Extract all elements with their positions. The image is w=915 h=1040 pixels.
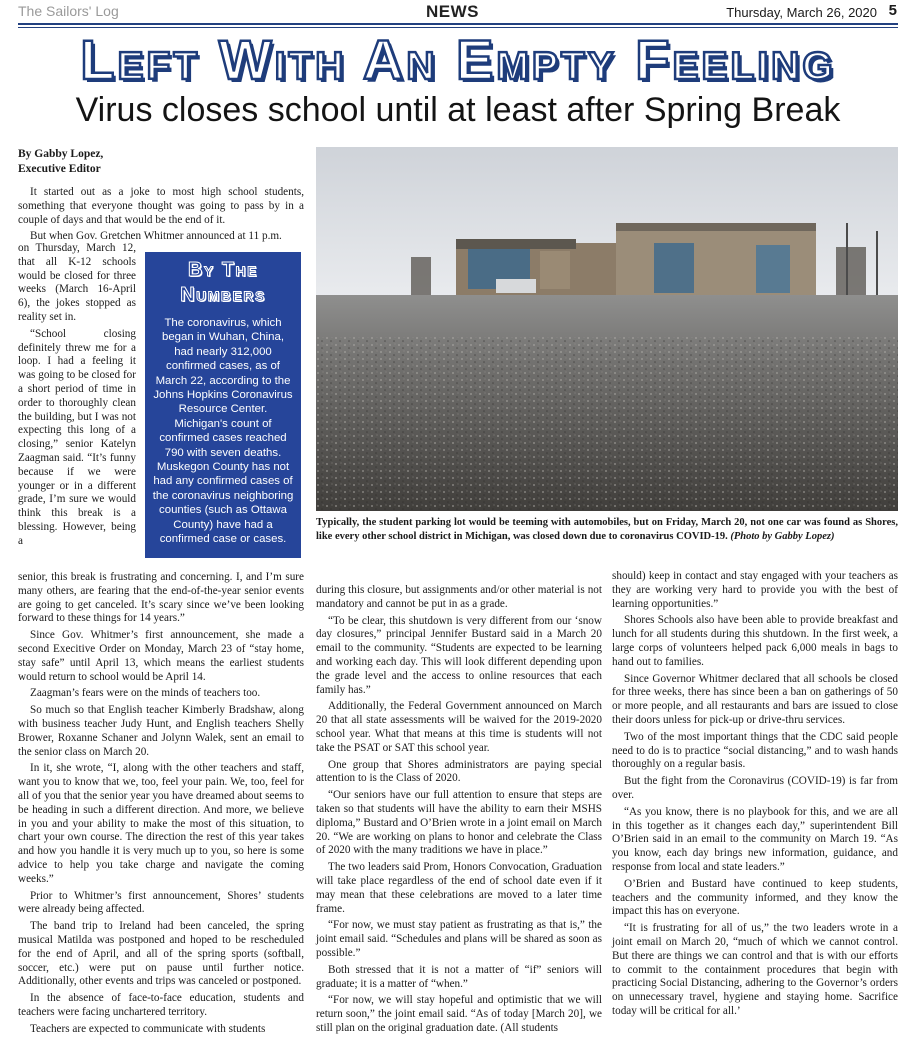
byline-author: By Gabby Lopez,	[18, 148, 104, 160]
paragraph: The band trip to Ireland had been canceled, the spring musical Matilda was postponed and hoped to be rescheduled for the end of April, and all of the spring sports (softball, soccer, etc.) were put on pause until further notice. Additionally, other events and trips was canceled or postponed.	[18, 920, 304, 988]
paragraph: Two of the most important things that the CDC said people need to do is to practice “social distancing,” and to wash hands thoroughly on a regular basis.	[612, 730, 898, 771]
sidebar-title	[145, 258, 301, 308]
paragraph: “It is frustrating for all of us,” the two leaders wrote in a joint email on March 20, “much of which we cannot control. But there are things we can control and that is with our efforts to commit to the containment procedures that begin with practicing Social Distancing, adhering to the Governor’s orders on unnecessary travel, hygiene and staying home. Sacrifice today will be critical for all.’	[612, 922, 898, 1017]
article-column-1-top	[18, 186, 304, 247]
paragraph: In the absence of face-to-face education, students and teachers were facing unchartered territory.	[18, 992, 304, 1018]
photo-caption	[316, 516, 898, 544]
caption-text: Typically, the student parking lot would be teeming with automobiles, but on Friday, March 20, not one car was found as Shores, like every other school district in Michigan, was closed down due to coronavirus COVID-19.	[316, 517, 898, 542]
byline	[18, 147, 103, 177]
article-column-1-narrow	[18, 242, 136, 552]
paragraph: So much so that English teacher Kimberly Bradshaw, along with business teacher Judy Hunt, and English teachers Shelly Brower, Roxanne Schaner and Jolynn Walek, sent an email to the senior class on March 20.	[18, 704, 304, 758]
issue-date: Thursday, March 26, 2020	[726, 5, 877, 20]
photo-image	[316, 147, 898, 511]
paragraph: “For now, we must stay patient as frustrating as that is,” the joint email said. “Schedules and plans will be shared as soon as possible.”	[316, 919, 602, 959]
paragraph: It started out as a joke to most high school students, something that everyone thought was going to pass by in a couple of days and that would be the end of it.	[18, 186, 304, 226]
section-label: NEWS	[426, 2, 479, 21]
paragraph: should) keep in contact and stay engaged with your teachers as they are working very hard to provide you with the best of learning opportunities.”	[612, 570, 898, 610]
paragraph: But when Gov. Gretchen Whitmer announced at 11 p.m.	[30, 230, 282, 243]
paragraph: Since Governor Whitmer declared that all schools be closed for three weeks, there has since been a ban on gatherings of 50 or more people, and all restaurants and bars are issued to close their doors unless for pick-up or drive-thru services.	[612, 672, 898, 726]
headline: Left With An Empty Feeling	[80, 28, 836, 91]
page-header	[0, 0, 915, 26]
sidebar-title-line1: By The	[187, 259, 258, 281]
page-number: 5	[888, 2, 897, 19]
paragraph: Prior to Whitmer’s first announcement, Shores’ students were already being affected.	[18, 889, 304, 916]
paragraph: The two leaders said Prom, Honors Convocation, Graduation will take place regardless of the end of school date even if it may mean that these celebrations are moved to a later time frame.	[316, 861, 602, 915]
paragraph: One group that Shores administrators are paying special attention to is the Class of 2020.	[316, 758, 602, 785]
paragraph: “As you know, there is no playbook for this, and we are all in this together as it changes each day,” superintendent Bill O’Brien said in an email to the community on March 19. “As you know, each day brings new information, guidance, and response from local and state leaders.”	[612, 805, 898, 873]
paragraph: “To be clear, this shutdown is very different from our ‘snow day closures,” principal Jennifer Bustard said in a March 20 email to the community. “Students are expected to be learning and working each day. This will look different depending upon the grade level and the access to online resources that each family has.”	[316, 614, 602, 696]
sidebar-body: The coronavirus, which began in Wuhan, China, had nearly 312,000 confirmed cases, as of March 22, according to the Johns Hopkins Coronavirus Resource Center. Michigan's count of confirmed cases reached 790 with seven deaths. Muskegon County has not had any confirmed cases of the coronavirus neighboring counties (such as Ottawa County) have had a confirmed case or cases.	[152, 317, 294, 546]
paragraph: But the fight from the Coronavirus (COVID-19) is far from over.	[612, 775, 898, 801]
paragraph: Additionally, the Federal Government announced on March 20 that all state assessments will be waived for the 2019-2020 school year. What that means at this time is students will not take the PSAT or SAT this school year.	[316, 700, 602, 754]
subheadline: Virus closes school until at least after Spring Break	[75, 91, 841, 129]
article-column-2	[316, 584, 602, 1039]
article-column-1-bottom	[18, 571, 304, 1040]
article-column-3	[612, 570, 898, 1022]
paragraph: In it, she wrote, “I, along with the other teachers and staff, want you to know that we, too, feel your pain. We, too, feel for all of you that the senior year you have dreamed about seems to be heading in such a different direction. And more, we believe in you and your ability to make the most of this situation, to chart your own course. The direction the rest of this year takes and how you handle it is very much up to you, so here is some advice to help you take charge and navigate the coming weeks.”	[18, 762, 304, 885]
paragraph: O’Brien and Bustard have continued to keep students, teachers and the community informed, and they know the impact this has on everyone.	[612, 877, 898, 918]
paragraph: “Our seniors have our full attention to ensure that steps are taken so that students will have the ability to earn their MSHS diploma,” Bustard and O’Brien wrote in a joint email on March 20. “We are working on plans to honor and celebrate the Class of 2020 with the many traditions we have in place.”	[316, 789, 602, 857]
by-the-numbers-sidebar	[145, 252, 301, 558]
paragraph: Teachers are expected to communicate with students	[30, 1022, 266, 1035]
byline-title: Executive Editor	[18, 163, 101, 175]
paragraph: “For now, we will stay hopeful and optimistic that we will return soon,” the joint email said. “As of today [March 20], we still plan on the original graduation date. (All students	[316, 994, 602, 1034]
paragraph: Both stressed that it is not a matter of “if” seniors will graduate; it is a matter of “when.”	[316, 963, 602, 990]
publication-name: The Sailors' Log	[18, 3, 119, 19]
paragraph: during this closure, but assignments and/or other material is not mandatory and cannot be put in as a grade.	[316, 584, 602, 610]
paragraph: “School closing definitely threw me for a loop. I had a feeling it was going to be closed for a short period of time in order to thoroughly clean the building, but I was not expecting this long of a closing,” senior Katelyn Zaagman said. “It’s funny because if we were younger or in a different grade, I’m sure we would think this break is a blessing. However, being a	[18, 327, 136, 547]
sidebar-title-line2: Numbers	[180, 284, 266, 306]
paragraph: Zaagman’s fears were on the minds of teachers too.	[30, 687, 261, 700]
paragraph: Shores Schools also have been able to provide breakfast and lunch for all students during this shutdown. In the first week, a large corps of volunteers helped pack 6,000 meals in bags to hand out to families.	[612, 614, 898, 668]
paragraph: Since Gov. Whitmer’s first announcement, she made a second Execitive Order on Monday, March 23 of “stay home, stay safe” until April 13, which means the earliest students would return to school would be April 14.	[18, 629, 304, 683]
photo-credit: (Photo by Gabby Lopez)	[730, 531, 835, 542]
parking-lot-photo	[316, 147, 898, 511]
paragraph: senior, this break is frustrating and concerning. I, and I’m sure many others, are fearing that the end-of-the-year senior events are going to get canceled. It’s scary since we’ve been looking forward to these things for 14 years.”	[18, 571, 304, 625]
header-rule	[18, 23, 898, 25]
paragraph: on Thursday, March 12, that all K-12 schools would be closed for three weeks (March 16-April 6), the jokes stopped as reality set in.	[18, 242, 136, 323]
